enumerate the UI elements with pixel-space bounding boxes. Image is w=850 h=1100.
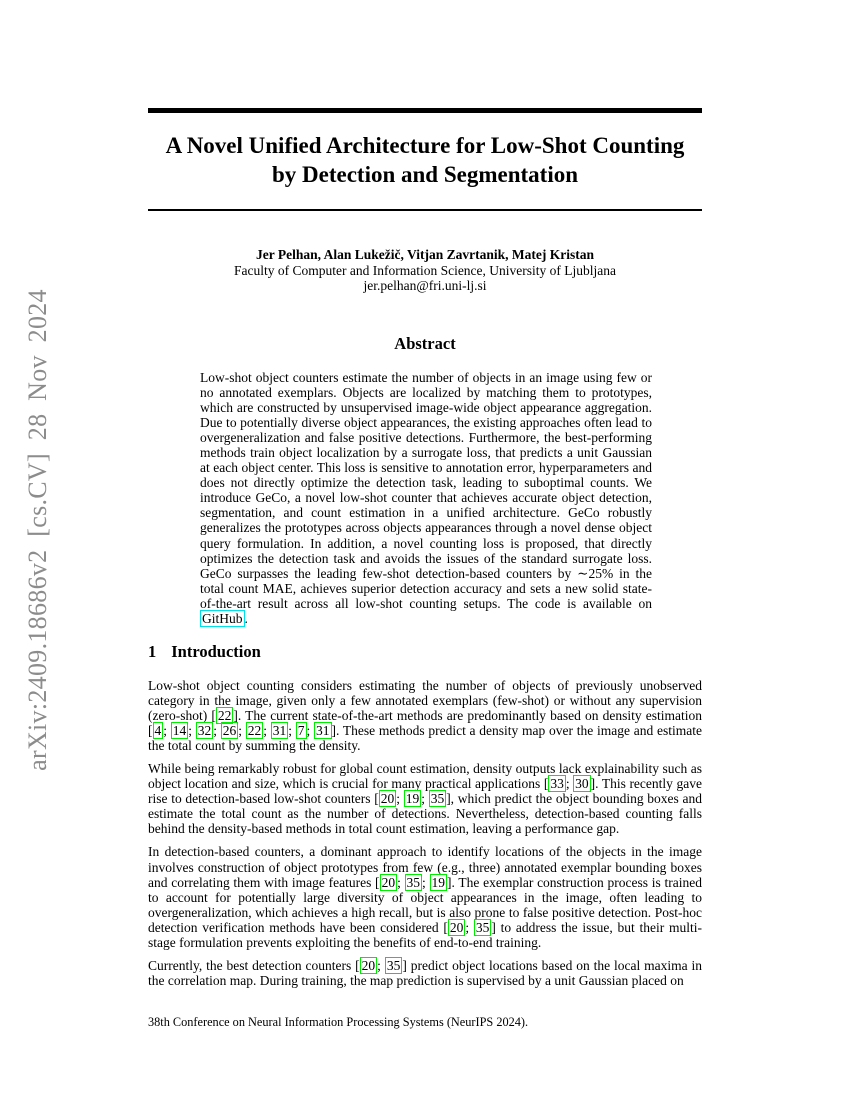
intro-paragraph-1: Low-shot object counting considers estimating the number of objects of previously unobserved category in the image, given only a few annotated exemplars (few-shot) or without any supervision (zero-shot) [ 22 ]. The current state-of-the-art methods are predominantly based on density estimation [ 4 ; 14 ; 32 ; 26 ; 22 ; 31 ; 7 ; 31 ]. These methods predict a density map over the image and estimate the total count by summing the density. [148,678,703,754]
section-1-number: 1 [148,642,157,661]
citation-ref[interactable]: 32 [197,723,212,739]
citation-ref[interactable]: 20 [361,957,376,973]
conference-footnote: 38th Conference on Neural Information Processing Systems (NeurIPS 2024). [148,1015,529,1029]
section-1-title: Introduction [171,642,261,661]
citation-ref[interactable]: 35 [430,791,445,807]
intro-paragraph-2: While being remarkably robust for global count estimation, density outputs lack explainability such as object location and size, which is crucial for many practical applications [ 33 ; 30 ]. This recently gave rise to detection-based low-shot counters [ 20 ; 19 ; 35 ], which predict the object bounding boxes and estimate the total count as the number of detections. Nevertheless, detection-based counting falls behind the density-based methods in total count estimation, leaving a performance gap. [148,761,702,837]
citation-ref[interactable]: 7 [297,723,305,739]
abstract-text: Low-shot object counters estimate the number of objects in an image using few or no annotated exemplars. Objects are localized by matching them to prototypes, which are constructed by unsupervised image-wide object appearance aggregation. Due to potentially diverse object appearances, the existing approaches often lead to overgeneralization and false positive detections. Furthermore, the best-performing methods train object localization by a surrogate loss, that predicts a unit Gaussian at each object center. This loss is sensitive to annotation error, hyperparameters and does not directly optimize the detection task, leading to suboptimal counts. We introduce GeCo, a novel low-shot counter that achieves accurate object detection, segmentation, and count estimation in a unified architecture. GeCo robustly generalizes the prototypes across objects appearances through a novel dense object query formulation. In addition, a novel counting loss is proposed, that directly optimizes the detection task and avoids the issues of the standard surrogate loss. GeCo surpasses the leading few-shot detection-based counters by ∼25% in the total count MAE, achieves superior detection accuracy and sets a new solid state-of-the-art result across all low-shot counting setups. The code is available on GitHub . [200,370,652,626]
citation-ref[interactable]: 20 [381,874,396,890]
citation-ref[interactable]: 22 [247,723,262,739]
citation-ref[interactable]: 22 [217,708,232,724]
citation-ref[interactable]: 35 [475,919,490,935]
citation-ref[interactable]: 19 [405,791,420,807]
title-rule-bottom [148,209,702,211]
citation-ref[interactable]: 19 [431,874,446,890]
authors-block [148,247,702,294]
citation-ref[interactable]: 26 [222,723,237,739]
section-1-heading [148,642,261,662]
intro-paragraph-3: In detection-based counters, a dominant approach to identify locations of the objects in the image involves construction of object prototypes from few (e.g., three) annotated exemplar bounding boxes and correlating them with image features [ 20 ; 35 ; 19 ]. The exemplar construction process is trained to account for potentially large diversity of object appearances in the image, often leading to overgeneralization, which achieves a high recall, but is also prone to false positive detection. Post-hoc detection verification methods have been considered [ 20 ; 35 ] to address the issue, but their multi-stage formulation prevents exploiting the benefits of end-to-end training. [148,844,702,950]
citation-ref[interactable]: 30 [575,776,589,792]
arxiv-watermark: arXiv:2409.18686v2 [cs.CV] 28 Nov 2024 [23,289,52,771]
title-rule-top [148,108,702,113]
citation-ref[interactable]: 31 [272,723,287,739]
paper-title-line2: by Detection and Segmentation [271,162,579,187]
introduction-text [148,678,702,996]
citation-ref[interactable]: 35 [406,874,421,890]
author-names: Jer Pelhan, Alan Lukežič, Vitjan Zavrtanik, Matej Kristan [256,247,594,262]
citation-ref[interactable]: 35 [386,957,401,973]
citation-ref[interactable]: 14 [172,723,187,739]
citation-ref[interactable]: 4 [154,723,162,739]
paper-title [148,131,702,189]
citation-ref[interactable]: 31 [316,723,330,739]
citation-ref[interactable]: 33 [550,776,564,792]
paper-title-line1: A Novel Unified Architecture for Low-Shot Counting [165,133,685,158]
citation-ref[interactable]: 20 [449,919,464,935]
abstract-heading: Abstract [394,334,456,353]
author-email: jer.pelhan@fri.uni-lj.si [363,278,487,293]
intro-paragraph-4: Currently, the best detection counters [ 20 ; 35 ] predict object locations based on the local maxima in the correlation map. During training, the map prediction is supervised by a unit Gaussian placed on [148,957,703,988]
github-link[interactable]: GitHub [202,610,243,626]
citation-ref[interactable]: 20 [380,791,395,807]
author-affiliation: Faculty of Computer and Information Science, University of Ljubljana [233,262,617,278]
